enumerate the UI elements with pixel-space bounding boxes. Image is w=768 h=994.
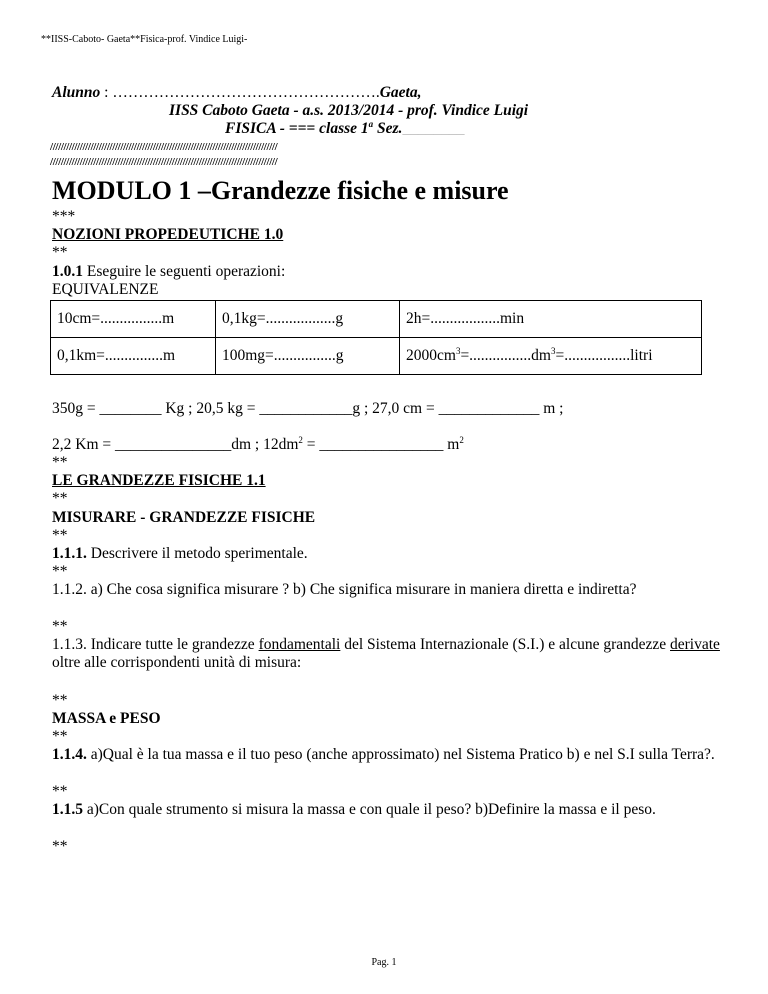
exercise-1-1-2: 1.1.2. a) Che cosa significa misurare ? b) Che significa misurare in maniera diretta e indiretta? [52, 581, 637, 598]
ex-part: 1.1.3. Indicare tutte le grandezze [52, 636, 259, 653]
stars: ** [52, 244, 68, 261]
exercise-1-1-5 [52, 801, 722, 819]
school-line: IISS Caboto Gaeta - a.s. 2013/2014 - prof. Vindice Luigi [169, 102, 529, 119]
conv-part: 2,2 Km = _______________dm ; 12dm [52, 436, 299, 453]
cell-sup: 3 [551, 345, 556, 356]
ex-part: del Sistema Internazionale (S.I.) e alcune grandezze [340, 636, 671, 653]
section-heading-1-0: NOZIONI PROPEDEUTICHE 1.0 [52, 226, 284, 243]
stars: ** [52, 783, 68, 800]
subheading-massa: MASSA e PESO [52, 710, 161, 727]
table-cell: 10cm=................m [51, 301, 216, 338]
conversion-line-2 [52, 436, 464, 454]
ex-underlined: derivate [670, 636, 720, 653]
exercise-1-0-1 [52, 263, 285, 281]
section-blank: ________ [402, 120, 465, 137]
equivalence-table [50, 300, 702, 375]
exercise-text: Eseguire le seguenti operazioni: [83, 263, 286, 280]
student-dots: ……………………………………………. [112, 84, 380, 101]
exercise-1-1-4 [52, 746, 722, 764]
ex-underlined: fondamentali [258, 636, 341, 653]
cell-part: =.................litri [555, 347, 653, 364]
table-row [51, 301, 702, 338]
class-line [225, 120, 464, 138]
stars: ** [52, 838, 68, 855]
conv-part: = ________________ m [302, 436, 460, 453]
stars: ** [52, 692, 68, 709]
student-label: Alunno [52, 84, 101, 101]
ex-part: oltre alle corrispondenti unità di misura: [52, 654, 302, 671]
conv-sup: 2 [298, 434, 303, 445]
stars: ** [52, 618, 68, 635]
exercise-text: a)Con quale strumento si misura la massa e con quale il peso? b)Definire la massa e il peso. [83, 801, 656, 818]
exercise-number: 1.0.1 [52, 263, 83, 280]
exercise-text: a)Qual è la tua massa e il tuo peso (anche approssimato) nel Sistema Pratico b) e nel S.I sulla Terra?. [86, 746, 715, 763]
class-suffix: Sez. [373, 120, 403, 137]
stars: *** [52, 208, 76, 225]
exercise-1-1-1 [52, 545, 308, 563]
cell-part: 2000cm [406, 347, 456, 364]
equivalenze-label: EQUIVALENZE [52, 281, 159, 298]
stars: ** [52, 454, 68, 471]
student-sep: : [100, 84, 113, 101]
stars: ** [52, 527, 68, 544]
exercise-number: 1.1.1. [52, 545, 87, 562]
class-sup: a [368, 118, 374, 129]
stars: ** [52, 490, 68, 507]
stars: ** [52, 563, 68, 580]
section-heading-1-1: LE GRANDEZZE FISICHE 1.1 [52, 472, 266, 489]
table-cell: 0,1km=...............m [51, 338, 216, 375]
cell-sup: 3 [455, 345, 461, 356]
exercise-1-1-3 [52, 636, 722, 672]
slash-divider-1: //////////////////////////////////////////////////////////////////////////////////// [50, 141, 278, 153]
module-title: MODULO 1 –Grandezze fisiche e misure [52, 176, 509, 205]
cell-part: =................dm [460, 347, 551, 364]
stars: ** [52, 728, 68, 745]
page-number: Pag. 1 [371, 957, 397, 968]
table-cell: 0,1kg=..................g [216, 301, 400, 338]
conv-sup: 2 [459, 434, 464, 445]
exercise-text: Descrivere il metodo sperimentale. [86, 545, 308, 562]
table-row [51, 338, 702, 375]
running-header: **IISS-Caboto- Gaeta**Fisica-prof. Vindice Luigi- [41, 34, 248, 45]
table-cell: 2h=..................min [400, 301, 702, 338]
conversion-line-1: 350g = ________ Kg ; 20,5 kg = ____________g ; 27,0 cm = _____________ m ; [52, 400, 564, 417]
table-cell [400, 338, 702, 375]
student-line [52, 84, 421, 102]
exercise-number: 1.1.5 [52, 801, 83, 818]
table-cell: 100mg=................g [216, 338, 400, 375]
slash-divider-2: //////////////////////////////////////////////////////////////////////////////////// [50, 156, 278, 168]
subheading-misurare: MISURARE - GRANDEZZE FISICHE [52, 509, 316, 526]
city: Gaeta, [379, 84, 422, 101]
exercise-number: 1.1.4. [52, 746, 87, 763]
class-prefix: FISICA - === classe 1 [225, 120, 369, 137]
